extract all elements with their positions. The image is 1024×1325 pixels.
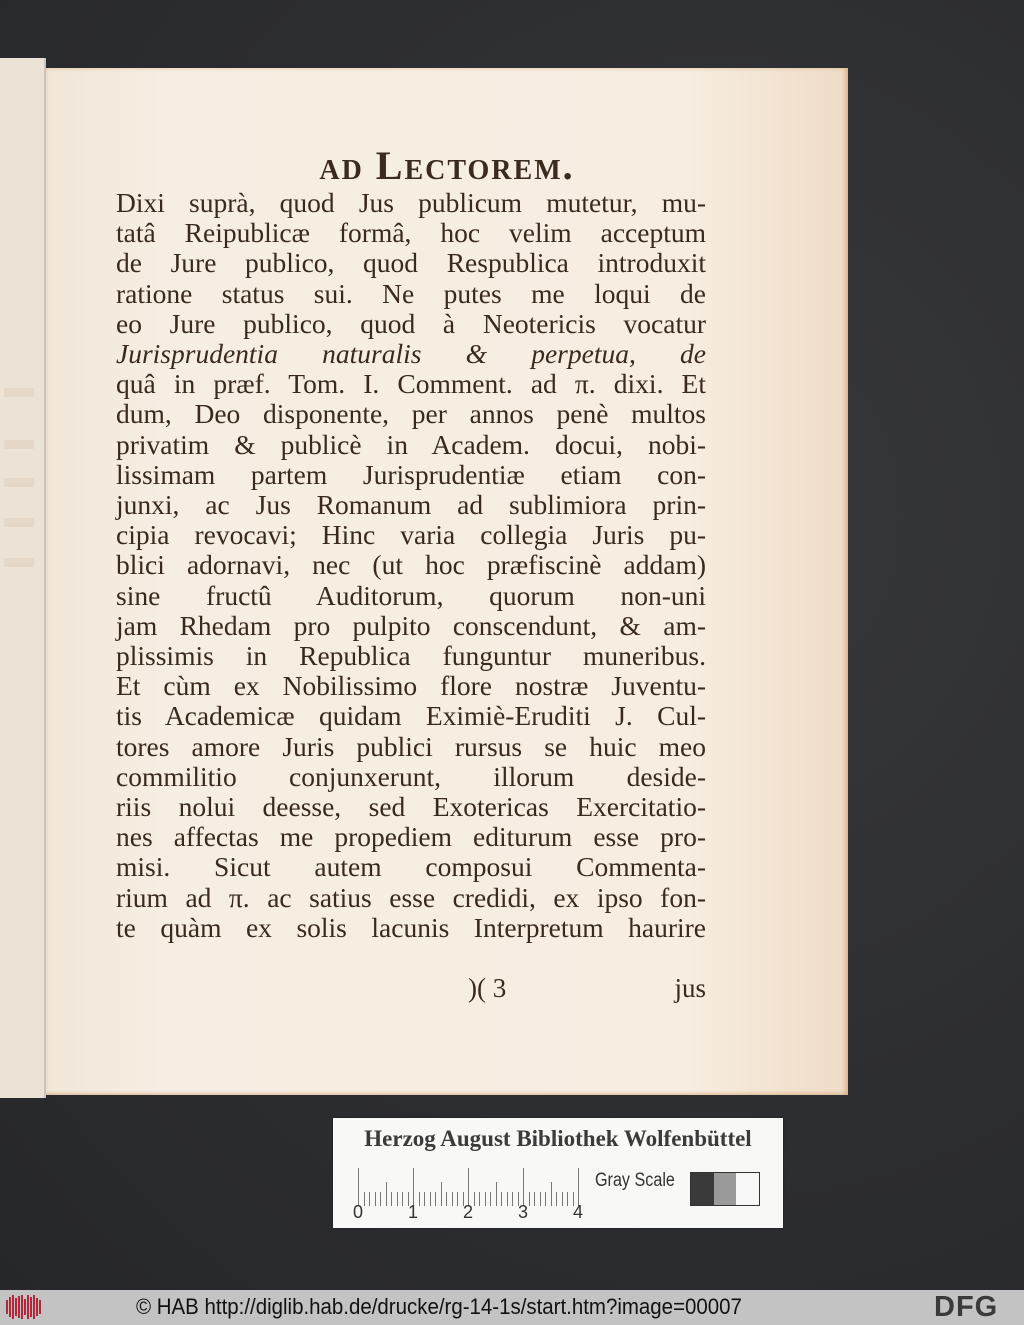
ruler-label: 4 [573,1202,584,1222]
library-color-card [333,1118,783,1228]
text-line: sine fructû Auditorum, quorum non-uni [116,579,706,611]
text-line: de Jure publico, quod Respublica introduxit [116,247,706,279]
text-line: misi. Sicut autem composui Commenta- [116,851,706,883]
gray-swatch-mid [714,1173,737,1205]
ruler-label: 3 [518,1202,529,1222]
text-line: ratione status sui. Ne putes me loqui de [116,277,706,309]
ruler-label: 0 [353,1202,364,1222]
text-line: commilitio conjunxerunt, illorum deside- [116,760,706,792]
gray-swatch-light [736,1173,759,1205]
gray-scale-label: Gray Scale [595,1170,675,1191]
text-line: junxi, ac Jus Romanum ad sublimiora prin- [116,489,706,521]
text-line: tatâ Reipublicæ formâ, hoc velim acceptum [116,217,706,249]
dfg-logo-icon: DFG [934,1291,999,1323]
hab-barcode-logo-icon [6,1295,46,1319]
library-name: Herzog August Bibliothek Wolfenbüttel [364,1126,752,1151]
text-line: blici adornavi, nec (ut hoc præfiscinè addam) [116,549,706,581]
page-heading: ad Lectorem. [319,143,575,188]
book-page [46,68,848,1095]
gray-scale-swatches [690,1172,760,1206]
text-line: Et cùm ex Nobilissimo flore nostræ Juventu- [116,670,706,702]
text-line: Jurisprudentia naturalis & perpetua, de [116,338,706,370]
ruler-label: 1 [408,1202,419,1222]
text-line: quâ in præf. Tom. I. Comment. ad π. dixi. Et [116,368,706,400]
text-line: eo Jure publico, quod à Neotericis vocatur [116,307,706,339]
copyright-url: © HAB http://diglib.hab.de/drucke/rg-14-1s/start.htm?image=00007 [136,1294,742,1319]
text-line: privatim & publicè in Academ. docui, nobi- [116,428,706,460]
signature-mark: )( 3 [468,973,507,1003]
text-line: te quàm ex solis lacunis Interpretum haurire [116,911,706,943]
text-line: Dixi suprà, quod Jus publicum mutetur, mu- [116,187,706,218]
text-line: nes affectas me propediem editurum esse pro- [116,821,706,853]
page-body [116,188,706,943]
previous-page-edge [0,58,46,1098]
text-line: tores amore Juris publici rursus se huic meo [116,730,706,762]
text-line: cipia revocavi; Hinc varia collegia Juris pu- [116,519,706,551]
text-line: dum, Deo disponente, per annos penè multos [116,398,706,430]
text-line: plissimis in Republica funguntur muneribus. [116,640,706,672]
footer-bar [0,1290,1024,1325]
text-line: lissimam partem Jurisprudentiæ etiam con- [116,458,706,490]
scale-ruler [358,1168,580,1206]
text-line: rium ad π. ac satius esse credidi, ex ipso fon- [116,881,706,913]
catchword: jus [674,973,706,1003]
text-line: tis Academicæ quidam Eximiè-Eruditi J. Cul- [116,700,706,732]
text-line: riis nolui deesse, sed Exotericas Exercitatio- [116,791,706,823]
ruler-label: 2 [463,1202,474,1222]
gray-swatch-dark [691,1173,714,1205]
text-line: jam Rhedam pro pulpito conscendunt, & am- [116,609,706,641]
